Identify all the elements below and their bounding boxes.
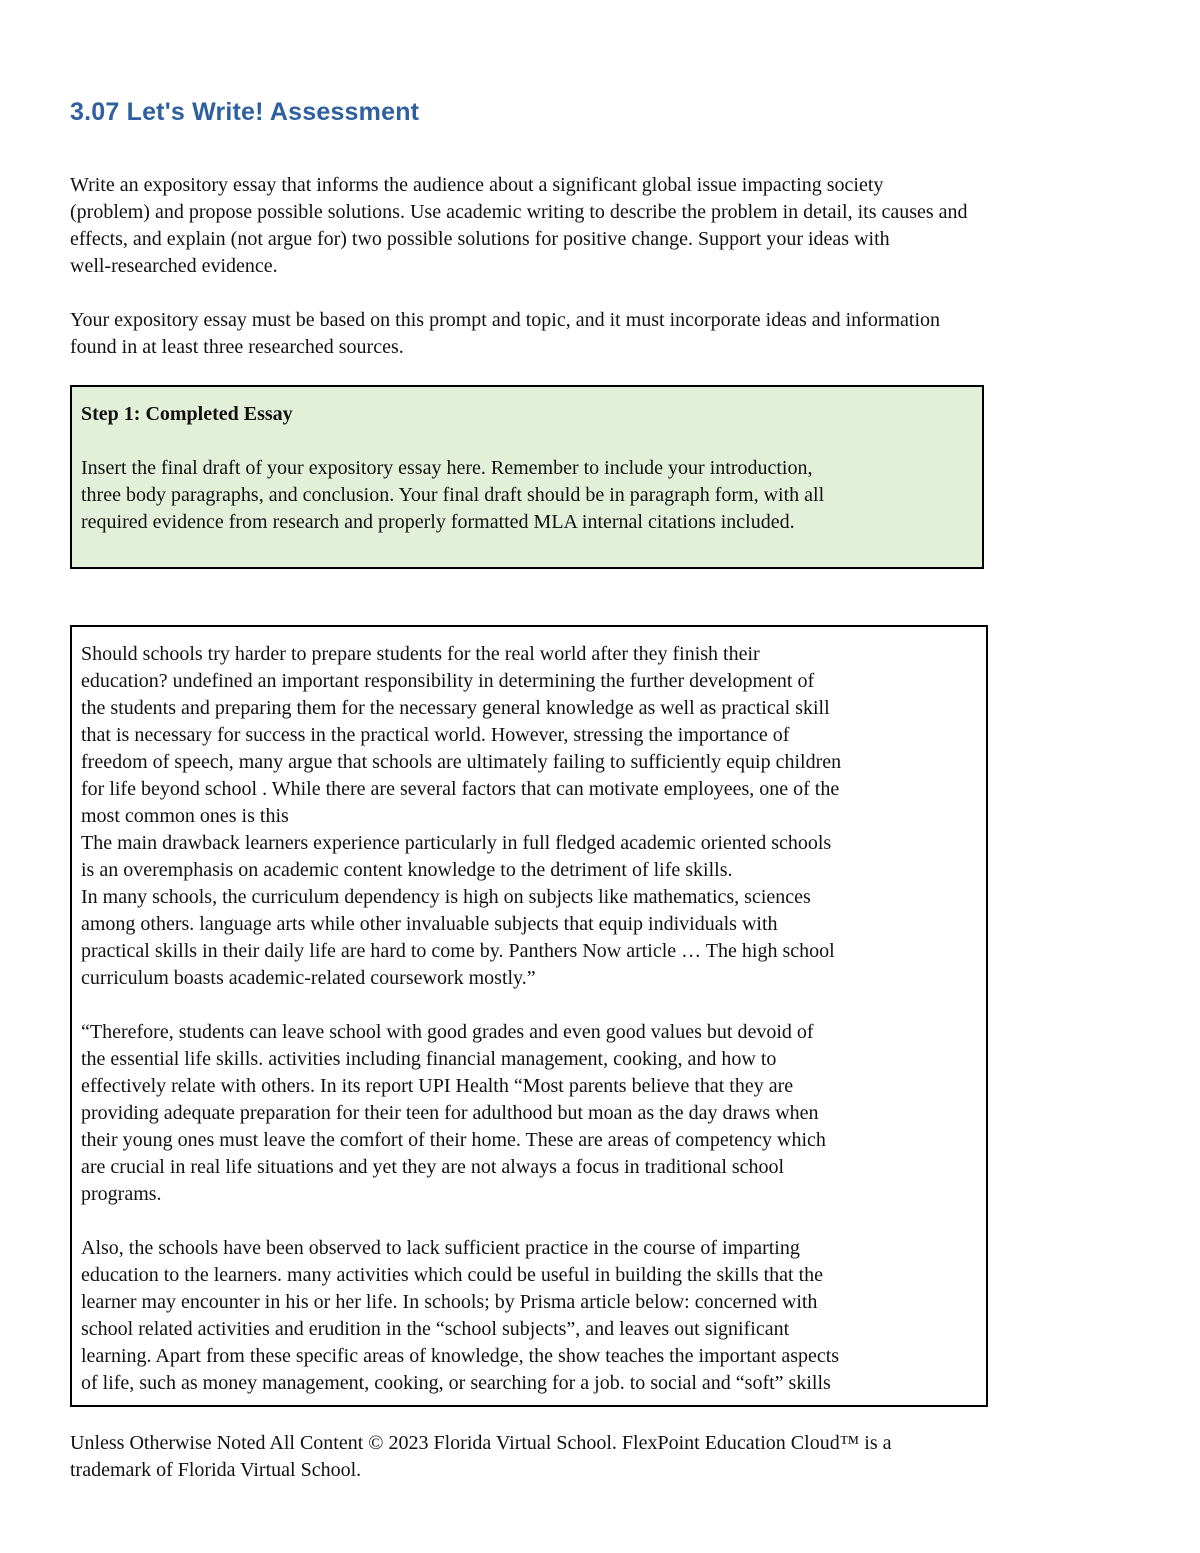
essay-paragraph-5: Also, the schools have been observed to lack sufficient practice in the course of imparting education to the learners. many activities which could be useful in building the skills that the learner may encounter in his or her life. In schools; by Prisma article below: concerned with school related activities and erudition in the “school subjects”, and leaves out significant learning. Apart from these specific areas of knowledge, the show teaches the important aspects of life, such as money management, cooking, or searching for a job. to social and “soft” skills [81,1237,840,1394]
step-1-instruction-box [70,385,984,569]
step-1-heading: Step 1: Completed Essay [81,403,293,425]
copyright-footer: Unless Otherwise Noted All Content © 2023 Florida Virtual School. FlexPoint Education Cloud™ is a trademark of Florida Virtual School. [70,1432,892,1481]
essay-paragraph-3: In many schools, the curriculum dependency is high on subjects like mathematics, sciences among others. language arts while other invaluable subjects that equip individuals with practical skills in their daily life are hard to come by. Panthers Now article … The high school curriculum boasts academic-related coursework mostly.” [81,886,835,989]
essay-paragraph-2: The main drawback learners experience particularly in full fledged academic oriented schools is an overemphasis on academic content knowledge to the detriment of life skills. [81,832,832,881]
source-requirement: Your expository essay must be based on this prompt and topic, and it must incorporate ideas and information found in at least three researched sources. [70,309,941,358]
essay-response-box[interactable] [70,625,988,1407]
essay-paragraph-4: “Therefore, students can leave school with good grades and even good values but devoid of the essential life skills. activities including financial management, cooking, and how to effectively relate with others. In its report UPI Health “Most parents believe that they are providing adequate preparation for their teen for adulthood but moan as the day draws when their young ones must leave the comfort of their home. These are areas of competency which are crucial in real life situations and yet they are not always a focus in traditional school programs. [81,1021,826,1205]
page-title: 3.07 Let's Write! Assessment [70,98,420,126]
essay-paragraph-1: Should schools try harder to prepare students for the real world after they finish their education? undefined an important responsibility in determining the further development of the students and preparing them for the necessary general knowledge as well as practical skill that is necessary for success in the practical world. However, stressing the importance of freedom of speech, many argue that schools are ultimately failing to sufficiently equip children for life beyond school . While there are several factors that can motivate employees, one of the most common ones is this [81,643,842,827]
step-1-instructions: Insert the final draft of your expository essay here. Remember to include your introduction, three body paragraphs, and conclusion. Your final draft should be in paragraph form, with all required evidence from research and properly formatted MLA internal citations included. [81,457,825,533]
prompt-instructions: Write an expository essay that informs the audience about a significant global issue impacting society (problem) and propose possible solutions. Use academic writing to describe the problem in detail, its causes and effects, and explain (not argue for) two possible solutions for positive change. Support your ideas with well-researched evidence. [70,174,968,277]
